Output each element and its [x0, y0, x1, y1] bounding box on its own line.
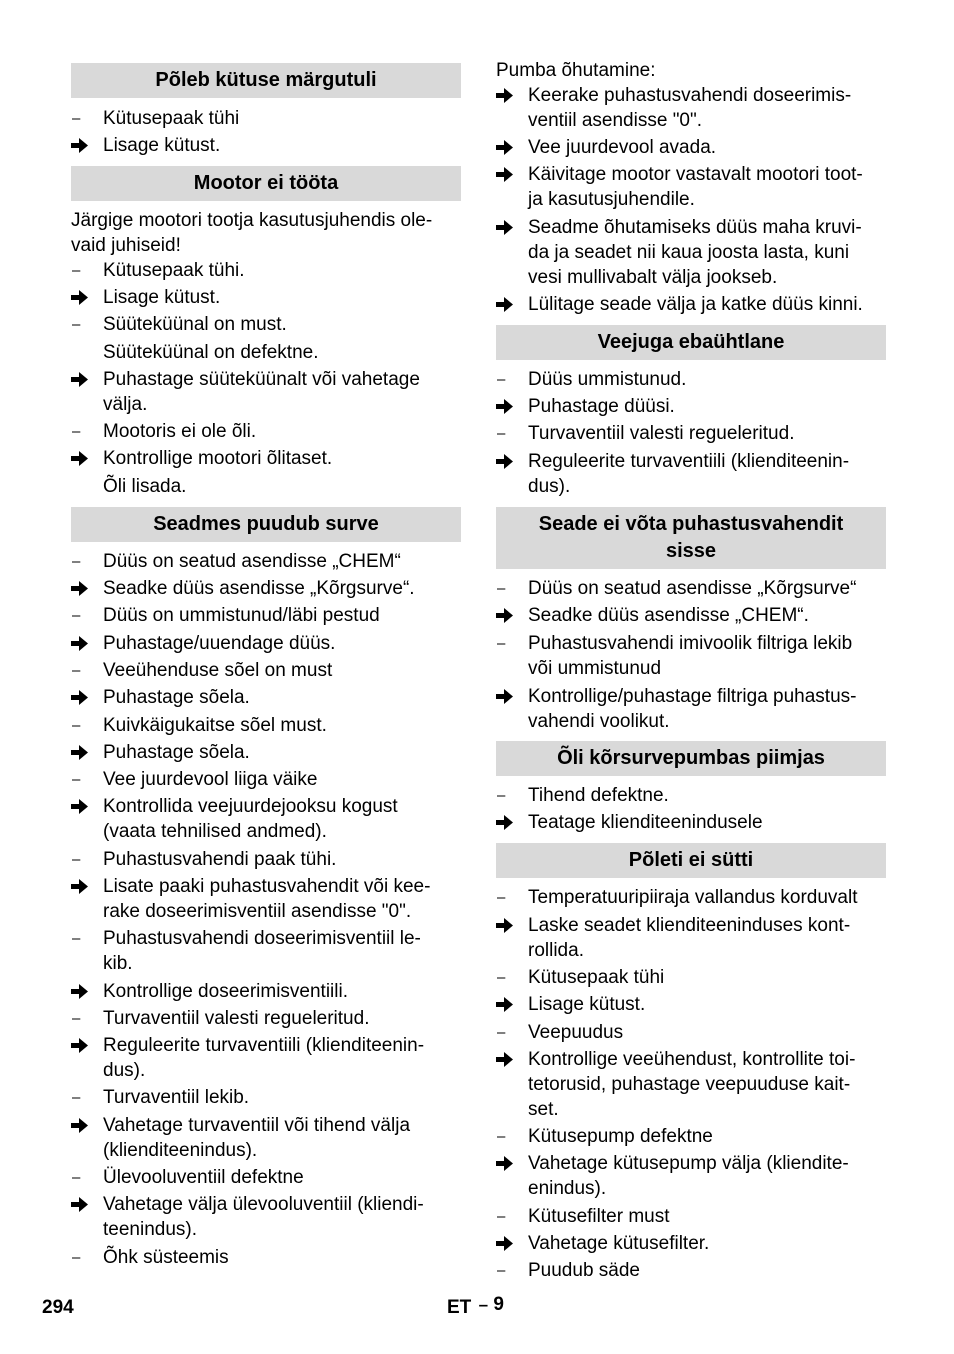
item-text: Turvaventiil lekib. [103, 1087, 250, 1108]
text-line [496, 58, 886, 83]
cause-item [496, 367, 886, 392]
item-text: Puhastage/uuendage düüs. [103, 633, 336, 654]
item-text: Lisage kütust. [103, 287, 221, 308]
remedy-item [496, 449, 886, 499]
footer-subpage-number: 9 [493, 1294, 504, 1315]
remedy-item [71, 367, 461, 417]
item-text: Kontrollige/puhastage filtriga puhastus- vahendi voolikut. [528, 686, 857, 732]
cause-item [496, 885, 886, 910]
dash-bullet-icon: – [72, 316, 81, 333]
cause-item [496, 1204, 886, 1229]
item-text: Pumba õhutamine: [496, 60, 656, 81]
section-heading: Põleb kütuse märgutuli [71, 63, 461, 98]
item-text: Kontrollige veeühendust, kontrollite toi- tetorusid, puhastage veepuuduse kait- set. [528, 1049, 856, 1120]
remedy-item [71, 133, 461, 158]
item-text: Kütusepaak tühi. [103, 260, 245, 281]
dash-bullet-icon: – [497, 580, 506, 597]
item-text: Keerake puhastusvahendi doseerimis- ventiil asendisse "0". [528, 85, 852, 131]
section-heading: Põleti ei sütti [496, 843, 886, 878]
item-text: Temperatuuripiiraja vallandus korduvalt [528, 887, 858, 908]
dash-bullet-icon: – [72, 262, 81, 279]
remedy-item [496, 215, 886, 290]
page-number: 294 [42, 1297, 74, 1318]
item-text: Seadme õhutamiseks düüs maha kruvi- da ja seadet nii kaua joosta lasta, kuni vesi mullivabalt välja jookseb. [528, 217, 862, 288]
cause-item [496, 783, 886, 808]
cause-item [71, 767, 461, 792]
item-text: Düüs on seatud asendisse „Kõrgsurve“ [528, 578, 857, 599]
remedy-item [71, 1192, 461, 1242]
item-text: Järgige mootori tootja kasutusjuhendis ole- vaid juhiseid! [71, 210, 433, 256]
remedy-item [496, 162, 886, 212]
item-text: Mootoris ei ole õli. [103, 421, 257, 442]
cause-item [71, 419, 461, 444]
cause-item [71, 603, 461, 628]
cause-item [71, 106, 461, 131]
item-text: Puhastage sõela. [103, 687, 250, 708]
item-text: Süüteküünal on must. [103, 314, 287, 335]
item-text: Vee juurdevool avada. [528, 137, 717, 158]
remedy-item [71, 740, 461, 765]
dash-bullet-icon: – [72, 930, 81, 947]
remedy-item [496, 1047, 886, 1122]
item-text: Lisage kütust. [528, 994, 646, 1015]
dash-bullet-icon: – [72, 771, 81, 788]
item-text: Veepuudus [528, 1022, 624, 1043]
item-text: Lisate paaki puhastusvahendit või kee- rake doseerimisventiil asendisse "0". [103, 876, 431, 922]
dash-bullet-icon: – [72, 1010, 81, 1027]
dash-bullet-icon: – [497, 1128, 506, 1145]
remedy-item [496, 810, 886, 835]
dash-bullet-icon: – [72, 1169, 81, 1186]
item-text: Kontrollige mootori õlitaset. [103, 448, 333, 469]
item-text: Düüs on seatud asendisse „CHEM“ [103, 551, 401, 572]
cause-item [71, 549, 461, 574]
cause-item [71, 1006, 461, 1031]
remedy-item [71, 576, 461, 601]
cause-item [71, 312, 461, 337]
item-text: Puhastusvahendi doseerimisventiil le- kib. [103, 928, 421, 974]
item-text: Teatage klienditeenindusele [528, 812, 763, 833]
dash-bullet-icon: – [72, 717, 81, 734]
item-text: Laske seadet klienditeeninduses kont- rollida. [528, 915, 851, 961]
cause-item [71, 1245, 461, 1270]
item-text: Düüs on ummistunud/läbi pestud [103, 605, 380, 626]
remedy-item [71, 874, 461, 924]
footer-language: ET [447, 1297, 472, 1318]
text-line [71, 208, 461, 258]
dash-bullet-icon: – [72, 607, 81, 624]
item-text: Kütusepaak tühi [103, 108, 240, 129]
item-text: Kontrollida veejuurdejooksu kogust (vaata tehnilised andmed). [103, 796, 398, 842]
cause-item [496, 1124, 886, 1149]
remedy-item [71, 1113, 461, 1163]
item-text: Õli lisada. [103, 476, 187, 497]
cause-item [71, 658, 461, 683]
cause-item [71, 713, 461, 738]
dash-bullet-icon: – [497, 1262, 506, 1279]
dash-bullet-icon: – [497, 1024, 506, 1041]
section-heading: Mootor ei tööta [71, 166, 461, 201]
dash-bullet-icon: – [497, 787, 506, 804]
item-text: Süüteküünal on defektne. [103, 342, 319, 363]
dash-bullet-icon: – [497, 425, 506, 442]
item-text: Õhk süsteemis [103, 1247, 229, 1268]
cause-item [71, 1165, 461, 1190]
item-text: Vahetage kütusepump välja (kliendite- enindus). [528, 1153, 849, 1199]
dash-bullet-icon: – [497, 371, 506, 388]
section-heading: Seade ei võta puhastusvahendit sisse [496, 507, 886, 569]
section-heading: Veejuga ebaühtlane [496, 325, 886, 360]
item-text: Ülevooluventiil defektne [103, 1167, 304, 1188]
item-text: Vahetage turvaventiil või tihend välja (klienditeenindus). [103, 1115, 411, 1161]
remedy-item [71, 1033, 461, 1083]
cause-item [71, 847, 461, 872]
dash-bullet-icon: – [72, 553, 81, 570]
remedy-item [496, 1231, 886, 1256]
dash-bullet-icon: – [72, 1249, 81, 1266]
cause-item [496, 1258, 886, 1283]
item-text: Kuivkäigukaitse sõel must. [103, 715, 327, 736]
item-text: Turvaventiil valesti regueleritud. [103, 1008, 370, 1029]
item-text: Kontrollige doseerimisventiili. [103, 981, 348, 1002]
remedy-item [71, 979, 461, 1004]
remedy-item [496, 83, 886, 133]
dash-bullet-icon: – [72, 662, 81, 679]
item-text: Puudub säde [528, 1260, 640, 1281]
item-text: Puhastusvahendi paak tühi. [103, 849, 337, 870]
cause-item [496, 631, 886, 681]
remedy-item [496, 603, 886, 628]
item-text: Veeühenduse sõel on must [103, 660, 333, 681]
item-text: Puhastusvahendi imivoolik filtriga lekib või ummistunud [528, 633, 853, 679]
item-text: Vahetage kütusefilter. [528, 1233, 710, 1254]
item-text: Lisage kütust. [103, 135, 221, 156]
dash-bullet-icon: – [72, 110, 81, 127]
dash-bullet-icon: – [497, 889, 506, 906]
dash-bullet-icon: – [497, 969, 506, 986]
item-text: Puhastage düüsi. [528, 396, 675, 417]
dash-bullet-icon: – [497, 635, 506, 652]
dash-bullet-icon: – [497, 1208, 506, 1225]
remedy-item [496, 135, 886, 160]
footer-language-page [447, 1294, 504, 1319]
remedy-item [71, 631, 461, 656]
item-text: Seadke düüs asendisse „CHEM“. [528, 605, 809, 626]
remedy-item [496, 394, 886, 419]
text-line [71, 474, 461, 499]
remedy-item [71, 285, 461, 310]
cause-item [71, 258, 461, 283]
cause-item [496, 576, 886, 601]
item-text: Puhastage süüteküünalt või vahetage välja. [103, 369, 420, 415]
remedy-item [496, 292, 886, 317]
remedy-item [71, 446, 461, 471]
item-text: Turvaventiil valesti regueleritud. [528, 423, 795, 444]
item-text: Reguleerite turvaventiili (klienditeenin- dus). [528, 451, 850, 497]
dash-bullet-icon: – [72, 423, 81, 440]
item-text: Vee juurdevool liiga väike [103, 769, 318, 790]
cause-item [496, 421, 886, 446]
item-text: Kütusepaak tühi [528, 967, 665, 988]
dash-bullet-icon: – [72, 1089, 81, 1106]
footer-separator: – [478, 1295, 489, 1314]
item-text: Tihend defektne. [528, 785, 669, 806]
cause-item [71, 1085, 461, 1110]
remedy-item [71, 794, 461, 844]
item-text: Lülitage seade välja ja katke düüs kinni. [528, 294, 863, 315]
remedy-item [496, 992, 886, 1017]
item-text: Reguleerite turvaventiili (klienditeenin- dus). [103, 1035, 425, 1081]
item-text: Käivitage mootor vastavalt mootori toot- ja kasutusjuhendile. [528, 164, 863, 210]
section-heading: Seadmes puudub surve [71, 507, 461, 542]
item-text: Kütusepump defektne [528, 1126, 713, 1147]
item-text: Düüs ummistunud. [528, 369, 687, 390]
item-text: Kütusefilter must [528, 1206, 670, 1227]
item-text: Puhastage sõela. [103, 742, 250, 763]
cause-item [496, 965, 886, 990]
remedy-item [71, 685, 461, 710]
remedy-item [496, 684, 886, 734]
cause-item [496, 1020, 886, 1045]
remedy-item [496, 913, 886, 963]
item-text: Seadke düüs asendisse „Kõrgsurve“. [103, 578, 415, 599]
dash-bullet-icon: – [72, 851, 81, 868]
text-line [71, 340, 461, 365]
remedy-item [496, 1151, 886, 1201]
section-heading: Õli kõrsurvepumbas piimjas [496, 741, 886, 776]
cause-item [71, 926, 461, 976]
item-text: Vahetage välja ülevooluventiil (kliendi- teenindus). [103, 1194, 424, 1240]
